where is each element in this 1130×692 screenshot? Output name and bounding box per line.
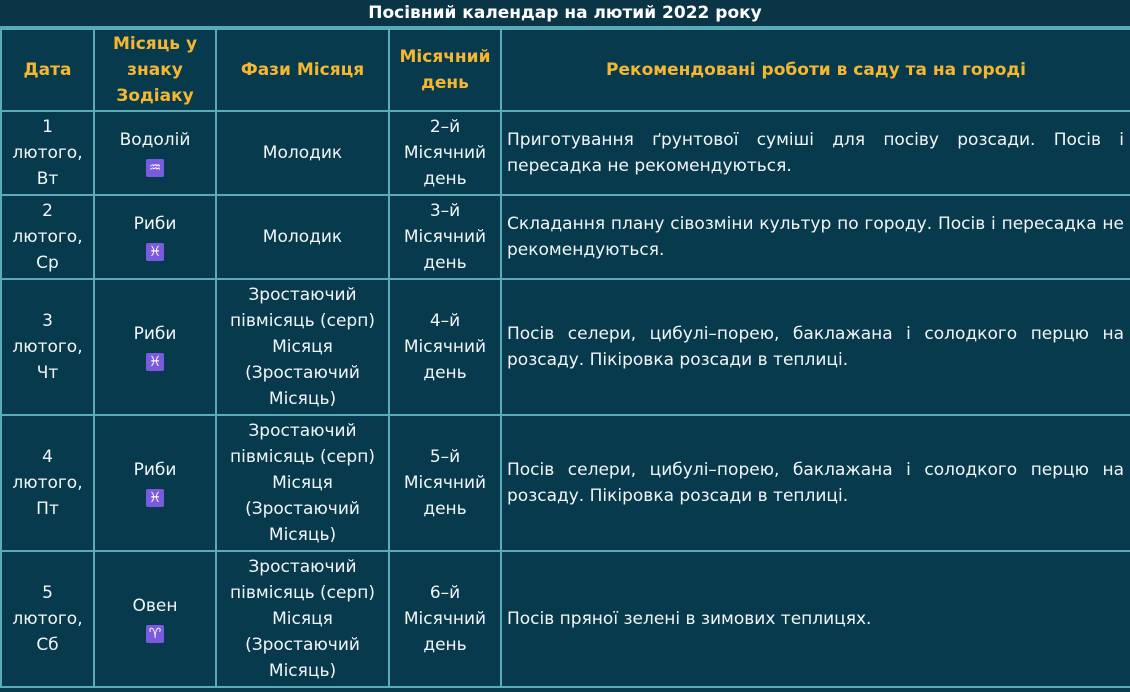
date-day: 3 xyxy=(42,311,53,331)
date-cell xyxy=(1,551,94,687)
zodiac-sign-name: Водолій xyxy=(119,130,191,150)
recommendation-cell: Посів селери, цибулі–порею, баклажана і солодкого перцю на розсаду. Пікіровка розсади в теплиці. xyxy=(501,279,1130,415)
header-phase: Фази Місяця xyxy=(216,29,389,111)
moon-phase-line: Місяць) xyxy=(268,661,337,681)
moon-phase-line: півмісяць (серп) xyxy=(230,447,375,467)
aries-icon: ♈ xyxy=(146,625,164,643)
zodiac-sign-name: Овен xyxy=(132,596,178,616)
lunar-day-num: 3–й xyxy=(429,201,461,221)
date-month: лютого, xyxy=(12,227,83,247)
zodiac-sign-name: Риби xyxy=(133,460,177,480)
pisces-icon: ♓ xyxy=(146,243,164,261)
lunar-day-word: Місячний xyxy=(403,227,487,247)
table-row xyxy=(1,111,1130,195)
lunar-day-unit: день xyxy=(423,499,467,519)
lunar-day-word: Місячний xyxy=(403,337,487,357)
calendar-rows xyxy=(1,111,1130,687)
date-day: 2 xyxy=(42,201,53,221)
moon-phase-line: Місяця xyxy=(272,473,333,493)
moon-phase-line: (Зростаючий xyxy=(245,499,360,519)
table-row xyxy=(1,551,1130,687)
moon-phase-cell xyxy=(216,111,389,195)
date-month: лютого, xyxy=(12,609,83,629)
lunar-day-num: 5–й xyxy=(429,447,461,467)
header-zodiac: Місяць у знаку Зодіаку xyxy=(94,29,216,111)
lunar-day-word: Місячний xyxy=(403,473,487,493)
moon-phase-line: Зростаючий xyxy=(248,557,357,577)
header-lunar-day: Місячний день xyxy=(389,29,501,111)
moon-phase-cell xyxy=(216,415,389,551)
table-row xyxy=(1,279,1130,415)
aquarius-icon: ♒ xyxy=(146,159,164,177)
moon-phase-line: Місяця xyxy=(272,337,333,357)
moon-phase-cell xyxy=(216,279,389,415)
table-title: Посівний календар на лютий 2022 року xyxy=(0,0,1130,28)
date-day: 4 xyxy=(42,447,53,467)
date-cell xyxy=(1,279,94,415)
moon-phase-line: (Зростаючий xyxy=(245,635,360,655)
moon-phase-cell xyxy=(216,195,389,279)
zodiac-cell xyxy=(94,111,216,195)
lunar-day-cell xyxy=(389,279,501,415)
sowing-calendar-table xyxy=(0,28,1130,688)
recommendation-cell: Приготування ґрунтової суміші для посіву розсади. Посів і пересадка не рекомендуються. xyxy=(501,111,1130,195)
header-recommendations: Рекомендовані роботи в саду та на городі xyxy=(501,29,1130,111)
recommendation-cell: Посів пряної зелені в зимових теплицях. xyxy=(501,551,1130,687)
moon-phase-line: Молодик xyxy=(262,227,343,247)
date-day: 5 xyxy=(42,583,53,603)
lunar-day-cell xyxy=(389,111,501,195)
date-cell xyxy=(1,111,94,195)
moon-phase-line: півмісяць (серп) xyxy=(230,583,375,603)
lunar-day-word: Місячний xyxy=(403,143,487,163)
zodiac-cell xyxy=(94,551,216,687)
zodiac-cell xyxy=(94,195,216,279)
moon-phase-line: півмісяць (серп) xyxy=(230,311,375,331)
lunar-day-unit: день xyxy=(423,253,467,273)
moon-phase-line: Місяця xyxy=(272,609,333,629)
moon-phase-line: Зростаючий xyxy=(248,421,357,441)
date-month: лютого, xyxy=(12,473,83,493)
moon-phase-line: Місяць) xyxy=(268,389,337,409)
date-day: 1 xyxy=(42,117,53,137)
moon-phase-cell xyxy=(216,551,389,687)
zodiac-sign-name: Риби xyxy=(133,214,177,234)
date-weekday: Вт xyxy=(36,169,59,189)
zodiac-cell xyxy=(94,279,216,415)
lunar-day-cell xyxy=(389,551,501,687)
date-weekday: Сб xyxy=(36,635,59,655)
moon-phase-line: Зростаючий xyxy=(248,285,357,305)
lunar-day-unit: день xyxy=(423,635,467,655)
pisces-icon: ♓ xyxy=(146,353,164,371)
table-row xyxy=(1,195,1130,279)
table-row xyxy=(1,415,1130,551)
lunar-day-num: 2–й xyxy=(429,117,461,137)
pisces-icon: ♓ xyxy=(146,489,164,507)
moon-phase-line: Місяць) xyxy=(268,525,337,545)
date-cell xyxy=(1,195,94,279)
lunar-day-word: Місячний xyxy=(403,609,487,629)
header-row xyxy=(1,29,1130,111)
date-month: лютого, xyxy=(12,143,83,163)
lunar-day-num: 6–й xyxy=(429,583,461,603)
date-month: лютого, xyxy=(12,337,83,357)
lunar-day-unit: день xyxy=(423,169,467,189)
lunar-day-cell xyxy=(389,195,501,279)
date-weekday: Пт xyxy=(36,499,59,519)
recommendation-cell: Складання плану сівозміни культур по городу. Посів і пересадка не рекомендуються. xyxy=(501,195,1130,279)
moon-phase-line: (Зростаючий xyxy=(245,363,360,383)
recommendation-cell: Посів селери, цибулі–порею, баклажана і солодкого перцю на розсаду. Пікіровка розсади в теплиці. xyxy=(501,415,1130,551)
zodiac-sign-name: Риби xyxy=(133,324,177,344)
lunar-day-cell xyxy=(389,415,501,551)
date-weekday: Ср xyxy=(36,253,59,273)
header-date: Дата xyxy=(1,29,94,111)
zodiac-cell xyxy=(94,415,216,551)
lunar-day-num: 4–й xyxy=(429,311,461,331)
date-cell xyxy=(1,415,94,551)
moon-phase-line: Молодик xyxy=(262,143,343,163)
date-weekday: Чт xyxy=(36,363,59,383)
lunar-day-unit: день xyxy=(423,363,467,383)
